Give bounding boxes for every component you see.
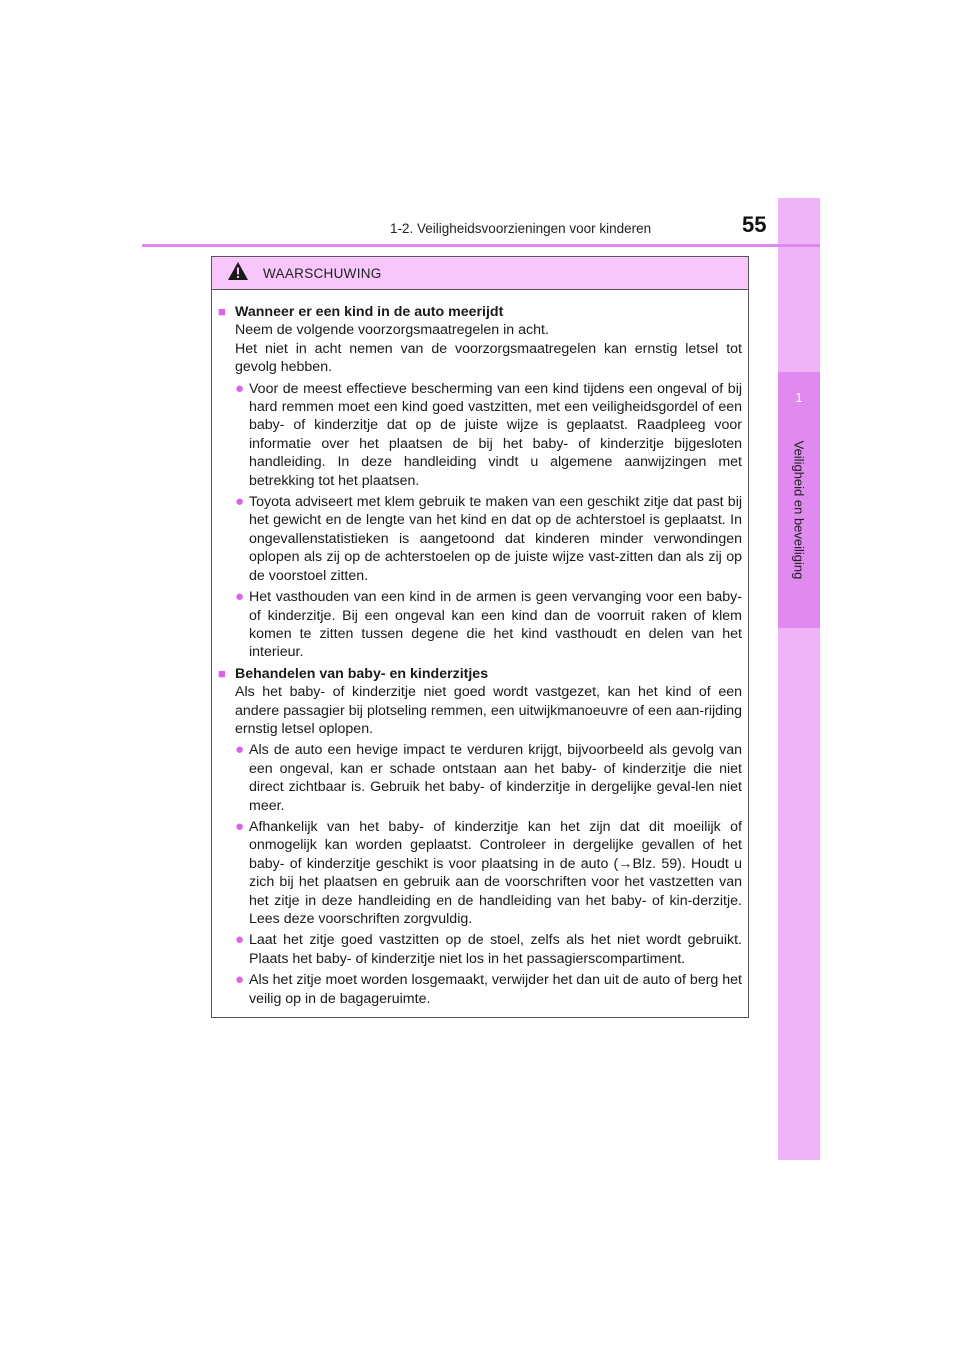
section-header: 1-2. Veiligheidsvoorzieningen voor kinderen [390, 221, 652, 236]
bullet-dot-icon: ● [235, 493, 245, 511]
section-title-text: Behandelen van baby- en kinderzitjes [235, 665, 489, 682]
chapter-number: 1 [795, 390, 803, 405]
chapter-title: Veiligheid en beveiliging [791, 440, 807, 580]
list-item-text: Het vasthouden van een kind in de armen is geen vervanging voor een baby- of kinderzitje. Bij een ongeval kan een kind dan de voorruit raken of klem komen te zitten tussen degene die het kind vasthoudt en delen van het interieur. [249, 589, 742, 661]
section-title [218, 303, 742, 321]
section-title [218, 665, 742, 683]
section-intro: Als het baby- of kinderzitje niet goed wordt vastgezet, kan het kind of een andere passagier bij plotseling remmen, een uitwijkmanoeuvre of een aan-rijding ernstig letsel oplopen. [235, 684, 742, 737]
list-item [235, 493, 742, 585]
list-item [235, 380, 742, 490]
list-item-text: Laat het zitje goed vastzitten op de stoel, zelfs als het niet wordt gebruikt. Plaats het baby- of kinderzitje niet los in het passagierscompartiment. [249, 932, 742, 967]
warning-triangle-icon [227, 261, 249, 286]
page-number: 55 [742, 212, 767, 237]
section-intro: Neem de volgende voorzorgsmaatregelen in acht. Het niet in acht nemen van de voorzorgsmaatregelen kan ernstig letsel tot gevolg hebben. [235, 322, 742, 376]
list-item-text: Voor de meest effectieve bescherming van een kind tijdens een ongeval of bij hard remmen moet een kind goed vastzitten, met een veiligheidsgordel of een baby- of kinderzitje dat op de juiste wijze is geplaatst. Raadpleeg voor informatie over het plaatsen de bij het baby- of kinderzitje bijgesloten handleiding. In deze handleiding vindt u algemene aanwijzingen met betrekking tot het plaatsen. [249, 380, 742, 489]
bullet-dot-icon: ● [235, 971, 245, 989]
header-rule [142, 244, 820, 247]
square-bullet-icon: ■ [218, 665, 226, 681]
section-title-text: Wanneer er een kind in de auto meerijdt [235, 304, 504, 320]
list-item [235, 818, 742, 928]
bullet-dot-icon: ● [235, 588, 245, 606]
list-item [235, 588, 742, 662]
square-bullet-icon: ■ [218, 304, 226, 319]
list-item [235, 971, 742, 1008]
warning-content [212, 290, 748, 1008]
chapter-side-tab [778, 198, 820, 1160]
warning-box [211, 256, 749, 1018]
list-item-text: Als het zitje moet worden losgemaakt, verwijder het dan uit de auto of berg het veilig op in de bagageruimte. [249, 972, 742, 1007]
bullet-dot-icon: ● [235, 931, 245, 949]
bullet-dot-icon: ● [235, 741, 245, 759]
list-item [235, 741, 742, 815]
warning-title: WAARSCHUWING [263, 265, 382, 281]
warning-header [212, 257, 748, 290]
list-item-text: Toyota adviseert met klem gebruik te maken van een geschikt zitje dat past bij het gewicht en de lengte van het kind en dat op de achterstoel is geplaatst. In ongevallenstatistieken is aangetoond dat kinderen minder verwondingen oplopen als zij op de achterstoelen op de juiste wijze vast-zitten dan als zij op de voorstoel zitten. [249, 494, 742, 584]
list-item-text: Afhankelijk van het baby- of kinderzitje kan het zijn dat dit moeilijk of onmogelijk kan worden geplaatst. Controleer in dergelijke gevallen of het baby- of kinderzitje geschikt is voor plaatsing in de auto (→Blz. 59). Houdt u zich bij het plaatsen en gebruik aan de voorschriften voor het vastzetten van het zitje in deze handleiding en de handleiding van het baby- of kin-derzitje. Lees deze voorschriften zorgvuldig. [249, 818, 742, 927]
list-item-text: Als de auto een hevige impact te verduren krijgt, bijvoorbeeld als gevolg van een ongeval, kan er schade ontstaan aan het baby- of kinderzitje die niet direct zichtbaar is. Gebruik het baby- of kinderzitje in dergelijke geval-len niet meer. [249, 742, 742, 814]
list-item [235, 931, 742, 968]
bullet-dot-icon: ● [235, 379, 245, 397]
bullet-dot-icon: ● [235, 817, 245, 835]
